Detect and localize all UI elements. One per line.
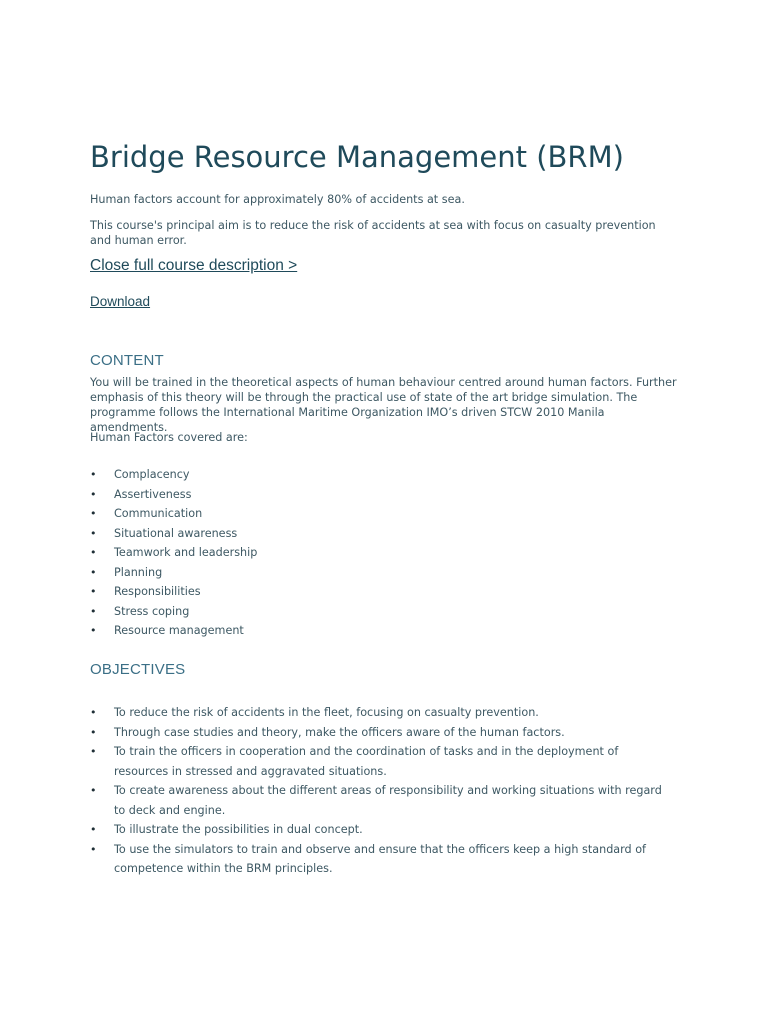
list-item: • To illustrate the possibilities in dual concept. <box>90 820 675 840</box>
bullet-icon: • <box>90 585 97 598</box>
human-factors-list <box>90 467 257 643</box>
content-paragraph: You will be trained in the theoretical aspects of human behaviour centred around human factors. Further emphasis of this theory will be through the practical use of state of the art bridge simulation. The programme follows the International Maritime Organization IMO’s driven STCW 2010 Manila amendments. <box>90 376 677 434</box>
bullet-icon: • <box>90 546 97 559</box>
list-item: • Complacency <box>90 468 190 481</box>
bullet-icon: • <box>90 507 97 520</box>
bullet-icon: • <box>90 725 97 739</box>
bullet-icon: • <box>90 823 97 836</box>
bullet-icon: • <box>90 784 97 797</box>
content-heading: CONTENT <box>90 352 164 369</box>
bullet-icon: • <box>90 624 97 637</box>
list-item: • Assertiveness <box>90 487 192 501</box>
intro-paragraph-1: Human factors account for approximately 80% of accidents at sea. <box>90 193 465 206</box>
list-item: • Situational awareness <box>90 526 238 540</box>
bullet-icon: • <box>90 468 97 481</box>
list-item: • Teamwork and leadership <box>90 546 258 559</box>
list-item: • Communication <box>90 507 203 520</box>
objectives-heading: OBJECTIVES <box>90 661 186 678</box>
bullet-icon: • <box>90 526 97 540</box>
list-item: • Responsibilities <box>90 585 201 598</box>
list-item: • To reduce the risk of accidents in the fleet, focusing on casualty prevention. <box>90 703 675 723</box>
factors-intro: Human Factors covered are: <box>90 431 248 444</box>
bullet-icon: • <box>90 706 97 719</box>
bullet-icon: • <box>90 487 97 501</box>
download-link[interactable]: Download <box>90 294 151 309</box>
list-item: • Resource management <box>90 624 244 637</box>
bullet-icon: • <box>90 842 97 856</box>
list-item: • To use the simulators to train and observe and ensure that the officers keep a high standard of competence within the BRM principles. <box>90 840 675 879</box>
intro-paragraph-2: This course's principal aim is to reduce the risk of accidents at sea with focus on casualty prevention and human error. <box>90 219 656 247</box>
list-item: • To create awareness about the different areas of responsibility and working situations with regard to deck and engine. <box>90 781 675 820</box>
list-item: • Stress coping <box>90 604 190 618</box>
bullet-icon: • <box>90 604 97 618</box>
list-item: • Planning <box>90 565 163 579</box>
list-item: • Through case studies and theory, make the officers aware of the human factors. <box>90 723 675 743</box>
close-description-link[interactable]: Close full course description > <box>90 257 298 274</box>
bullet-icon: • <box>90 745 97 758</box>
list-item: • To train the officers in cooperation and the coordination of tasks and in the deployment of resources in stressed and aggravated situations. <box>90 742 675 781</box>
bullet-icon: • <box>90 565 97 579</box>
page-title: Bridge Resource Management (BRM) <box>90 140 624 174</box>
objectives-list <box>90 703 675 879</box>
